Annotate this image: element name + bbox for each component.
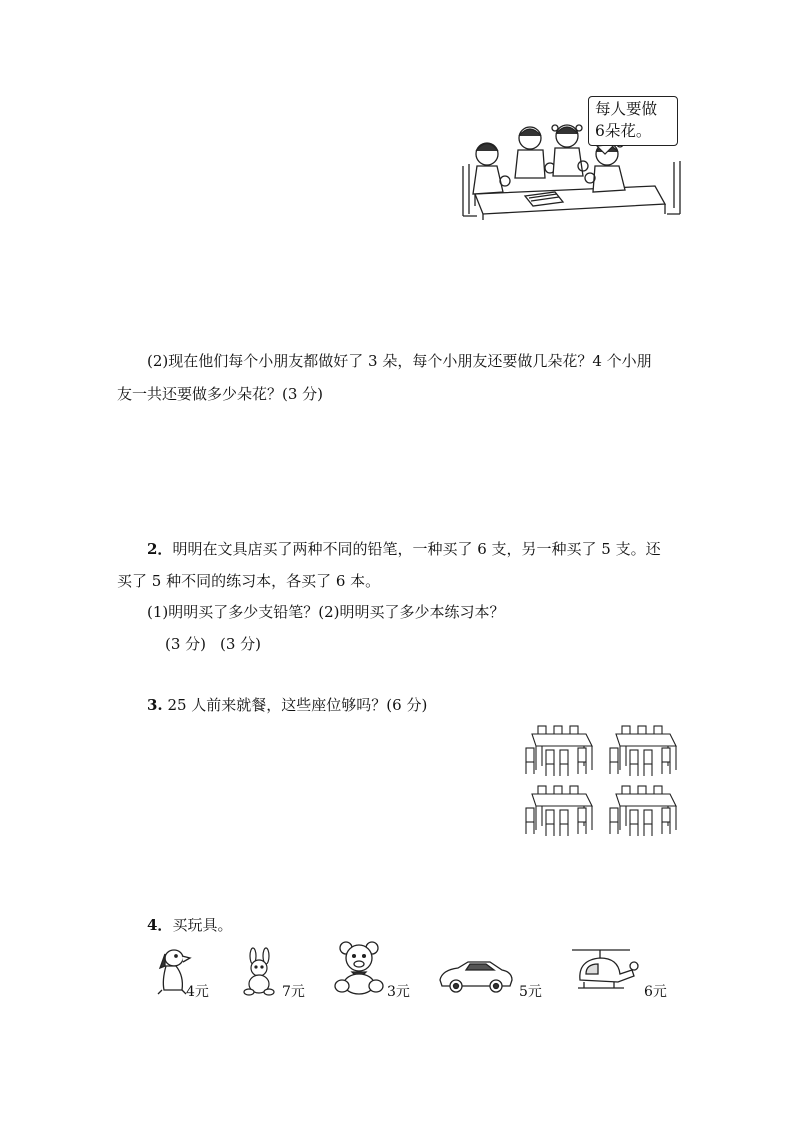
q4-line	[147, 914, 232, 936]
car-price: 5元	[519, 984, 542, 1000]
speech-bubble	[588, 96, 678, 146]
rabbit-toy-icon	[240, 948, 280, 996]
toy-car-icon	[438, 958, 514, 992]
q3-text: 25 人前来就餐，这些座位够吗？(6 分)	[162, 696, 428, 714]
dining-tables-illustration	[524, 724, 680, 842]
rabbit-price: 7元	[282, 984, 305, 1000]
q2-line1	[147, 538, 661, 560]
table-group-2	[610, 726, 676, 776]
q2-subquestions	[147, 601, 505, 623]
toy-helicopter-icon	[570, 944, 640, 998]
q1-part2-line2: 友一共还要做多少朵花？(3 分)	[117, 385, 324, 403]
q2-score-2: (3 分)	[220, 635, 262, 653]
q2-sub2: (2)明明买了多少本练习本？	[318, 603, 505, 621]
teddy-bear-icon	[332, 940, 386, 996]
table-group-1	[526, 726, 592, 776]
table-group-3	[526, 786, 592, 836]
bear-price: 3元	[387, 984, 410, 1000]
q2-line2: 买了 5 种不同的练习本，各买了 6 本。	[117, 572, 381, 590]
q1-part2-line1: (2)现在他们每个小朋友都做好了 3 朵，每个小朋友还要做几朵花？4 个小朋	[147, 352, 652, 370]
q3-line	[147, 694, 427, 716]
dog-price: 4元	[186, 984, 209, 1000]
q2-score-1: (3 分)	[165, 635, 207, 653]
q2-text-line1: 明明在文具店买了两种不同的铅笔，一种买了 6 支，另一种买了 5 支。还	[172, 540, 661, 558]
q4-text: 买玩具。	[172, 916, 233, 934]
q2-sub1: (1)明明买了多少支铅笔？	[147, 603, 319, 621]
q2-number: 2．	[147, 540, 173, 558]
q4-number: 4．	[147, 916, 173, 934]
table-group-4	[610, 786, 676, 836]
speech-line-2: 6朵花。	[595, 122, 652, 140]
speech-line-1: 每人要做	[595, 100, 658, 118]
q3-number: 3.	[147, 696, 163, 714]
helicopter-price: 6元	[644, 984, 667, 1000]
